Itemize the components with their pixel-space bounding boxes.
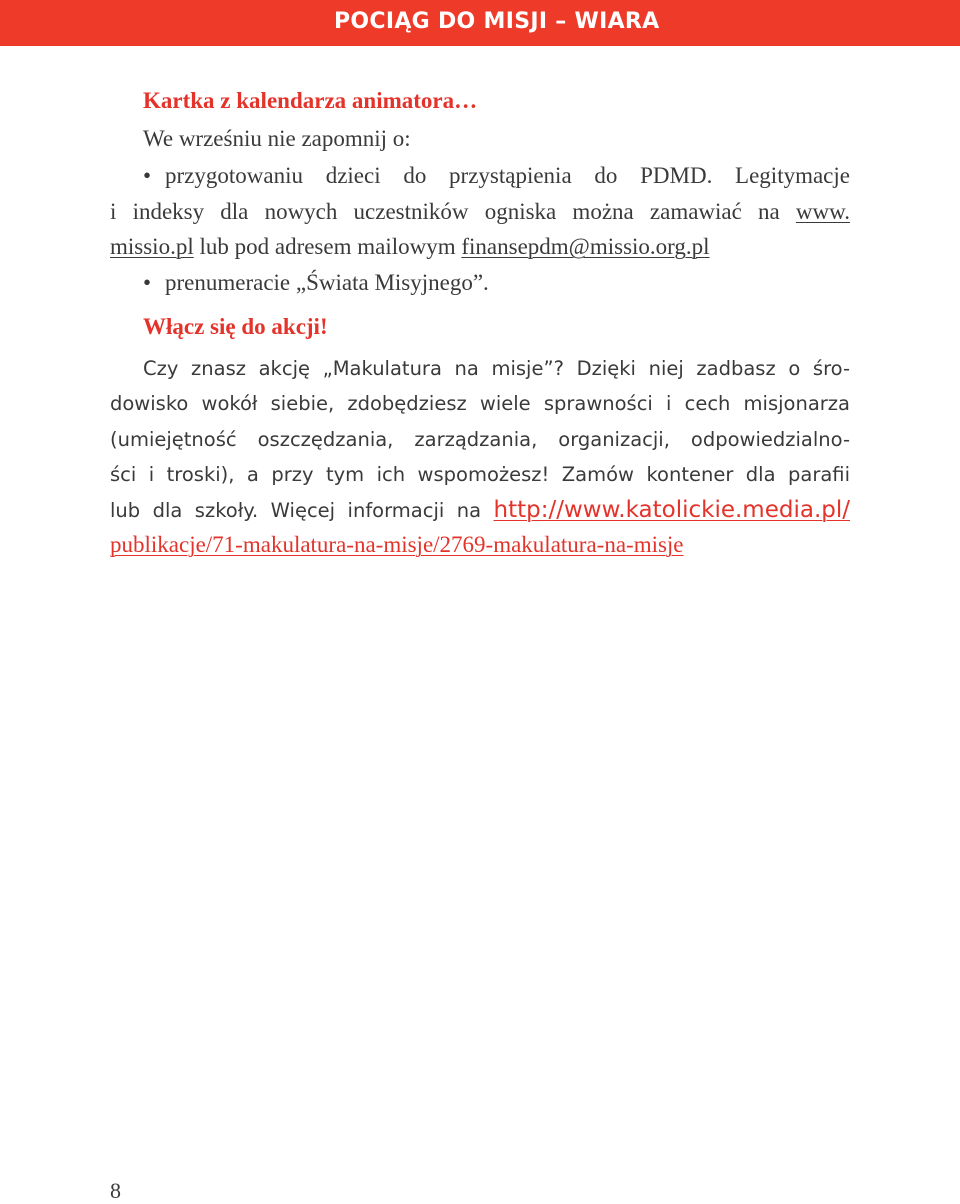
paragraph-line-2: dowisko wokół siebie, zdobędziesz wiele sprawności i cech misjonarza <box>110 392 850 415</box>
bullet-item-1-line-3 <box>110 230 710 264</box>
header-bar <box>0 0 960 46</box>
email-link[interactable]: finansepdm@missio.org.pl <box>461 234 710 259</box>
paragraph-line-4: ści i troski), a przy tym ich wspomożesz! Zamów kontener dla parafii <box>110 463 850 486</box>
bullet-item-1-line-3-text: lub pod adresem mailowym <box>193 234 462 259</box>
makulatura-link-part-2[interactable]: publikacje/71-makulatura-na-misje/2769-makulatura-na-misje <box>110 532 684 557</box>
bullet-icon: • <box>143 270 152 295</box>
intro-text: We wrześniu nie zapomnij o: <box>143 126 411 151</box>
bullet-item-1-line-1 <box>143 159 850 193</box>
bullet-item-1-line-2-text: i indeksy dla nowych uczestników ogniska można zamawiać na <box>110 199 796 224</box>
paragraph-line-5 <box>110 493 850 527</box>
paragraph-line-6 <box>110 528 684 562</box>
bullet-icon: • <box>143 163 152 188</box>
paragraph-line-3: (umiejętność oszczędzania, zarządzania, organizacji, odpowiedzialno- <box>110 428 850 451</box>
bullet-item-2-text: prenumeracie „Świata Misyjnego”. <box>165 270 489 295</box>
makulatura-link-part-1[interactable]: http://www.katolickie.media.pl/ <box>493 497 850 523</box>
paragraph-line-5-text: lub dla szkoły. Więcej informacji na <box>110 499 494 522</box>
page-number: 8 <box>110 1178 121 1203</box>
bullet-item-1-text: przygotowaniu dzieci do przystąpienia do PDMD. Legitymacje <box>165 163 850 188</box>
missio-link-part-1[interactable]: www. <box>795 199 850 224</box>
bullet-item-2 <box>143 266 489 300</box>
section-heading-calendar: Kartka z kalendarza animatora… <box>143 88 478 113</box>
missio-link-part-2[interactable]: missio.pl <box>110 234 194 259</box>
section-heading-action: Włącz się do akcji! <box>143 314 328 339</box>
bullet-item-1-line-2 <box>110 195 850 229</box>
paragraph-line-1: Czy znasz akcję „Makulatura na misje”? Dzięki niej zadbasz o śro- <box>143 357 850 380</box>
page-header-title: POCIĄG DO MISJI – WIARA <box>334 9 660 34</box>
